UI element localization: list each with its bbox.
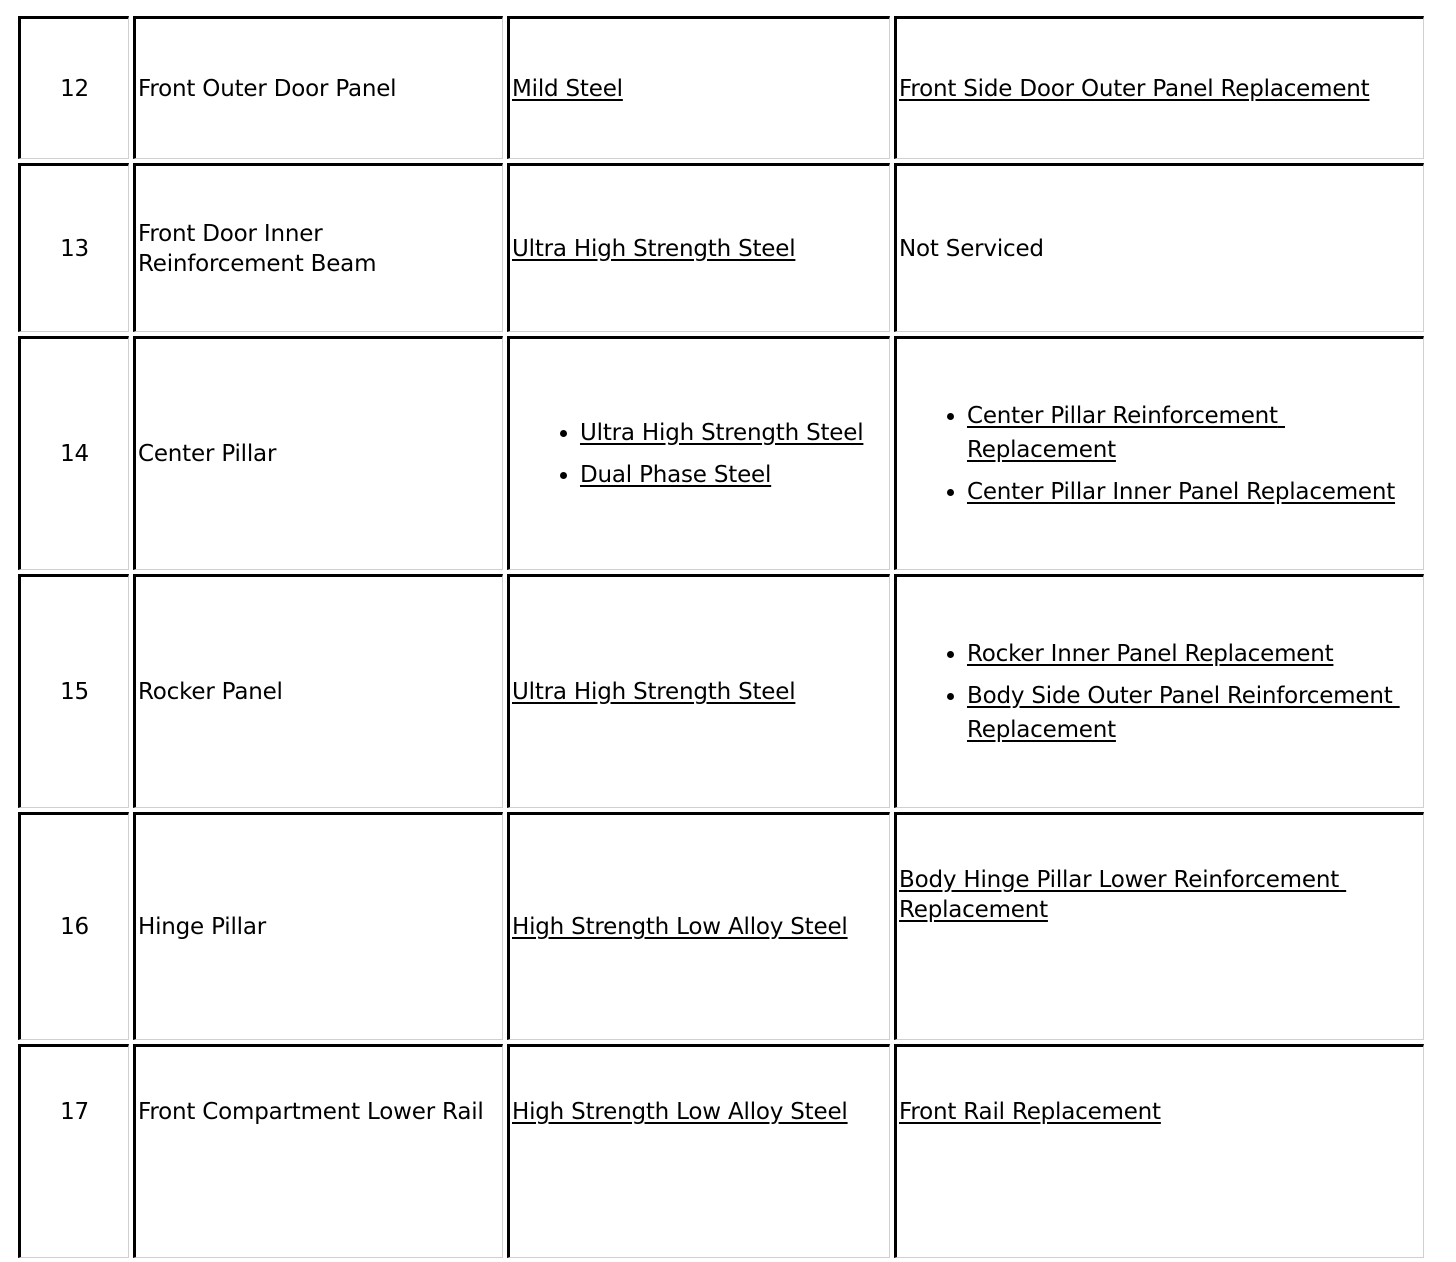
material-link[interactable]: Dual Phase Steel: [580, 461, 772, 488]
table-row: [18, 163, 1424, 332]
material-cell: [507, 336, 890, 570]
part-name: Front Outer Door Panel: [133, 16, 503, 159]
item-number: 12: [18, 16, 129, 159]
item-number: 15: [18, 574, 129, 808]
repair-cell: [894, 1044, 1424, 1258]
repair-link[interactable]: Rocker Inner Panel Replacement: [967, 640, 1334, 667]
repair-link-line: Body Side Outer Panel Reinforcement: [967, 682, 1393, 709]
repair-link[interactable]: [899, 867, 1346, 923]
table-row: [18, 336, 1424, 570]
repair-link-line: Replacement: [967, 716, 1116, 743]
part-name: [133, 163, 503, 332]
material-link[interactable]: Ultra High Strength Steel: [512, 235, 796, 262]
repair-link[interactable]: Front Side Door Outer Panel Replacement: [899, 75, 1370, 102]
material-cell: [507, 16, 890, 159]
repair-link-line: Body Hinge Pillar Lower Reinforcement: [899, 867, 1340, 893]
list-item: [967, 637, 1423, 671]
material-cell: [507, 163, 890, 332]
material-link[interactable]: Ultra High Strength Steel: [512, 679, 796, 705]
item-number: 17: [18, 1044, 129, 1258]
repair-cell: [894, 812, 1424, 1040]
list-item: [967, 679, 1423, 747]
repair-link[interactable]: Front Rail Replacement: [899, 1099, 1161, 1125]
part-name: Center Pillar: [133, 336, 503, 570]
material-link[interactable]: Mild Steel: [512, 75, 623, 102]
part-name: Front Compartment Lower Rail: [133, 1044, 503, 1258]
parts-table: [14, 12, 1428, 1262]
repair-list: [899, 637, 1423, 747]
list-item: [967, 475, 1423, 509]
repair-link-line: Center Pillar Reinforcement: [967, 402, 1278, 429]
repair-link[interactable]: Center Pillar Inner Panel Replacement: [967, 478, 1396, 505]
material-link[interactable]: High Strength Low Alloy Steel: [512, 1099, 848, 1125]
repair-text: Not Serviced: [894, 163, 1424, 332]
material-cell: [507, 812, 890, 1040]
repair-list: [899, 399, 1423, 509]
part-name-line: Front Door Inner: [138, 220, 323, 247]
item-number: 14: [18, 336, 129, 570]
material-list: [512, 416, 889, 492]
part-name: Rocker Panel: [133, 574, 503, 808]
repair-link-line: Replacement: [899, 897, 1048, 923]
part-name-line: Reinforcement Beam: [138, 250, 377, 277]
list-item: [967, 399, 1423, 467]
repair-link[interactable]: [967, 683, 1400, 743]
list-item: [580, 458, 889, 492]
material-link[interactable]: Ultra High Strength Steel: [580, 419, 864, 446]
repair-cell: [894, 336, 1424, 570]
item-number: 13: [18, 163, 129, 332]
table-row: [18, 1044, 1424, 1258]
material-cell: [507, 574, 890, 808]
table-row: [18, 812, 1424, 1040]
material-cell: [507, 1044, 890, 1258]
part-name: Hinge Pillar: [133, 812, 503, 1040]
table-row: [18, 16, 1424, 159]
repair-cell: [894, 16, 1424, 159]
material-link[interactable]: High Strength Low Alloy Steel: [512, 914, 848, 940]
list-item: [580, 416, 889, 450]
repair-link-line: Replacement: [967, 436, 1116, 463]
table-row: [18, 574, 1424, 808]
repair-cell: [894, 574, 1424, 808]
item-number: 16: [18, 812, 129, 1040]
repair-link[interactable]: [967, 403, 1285, 463]
